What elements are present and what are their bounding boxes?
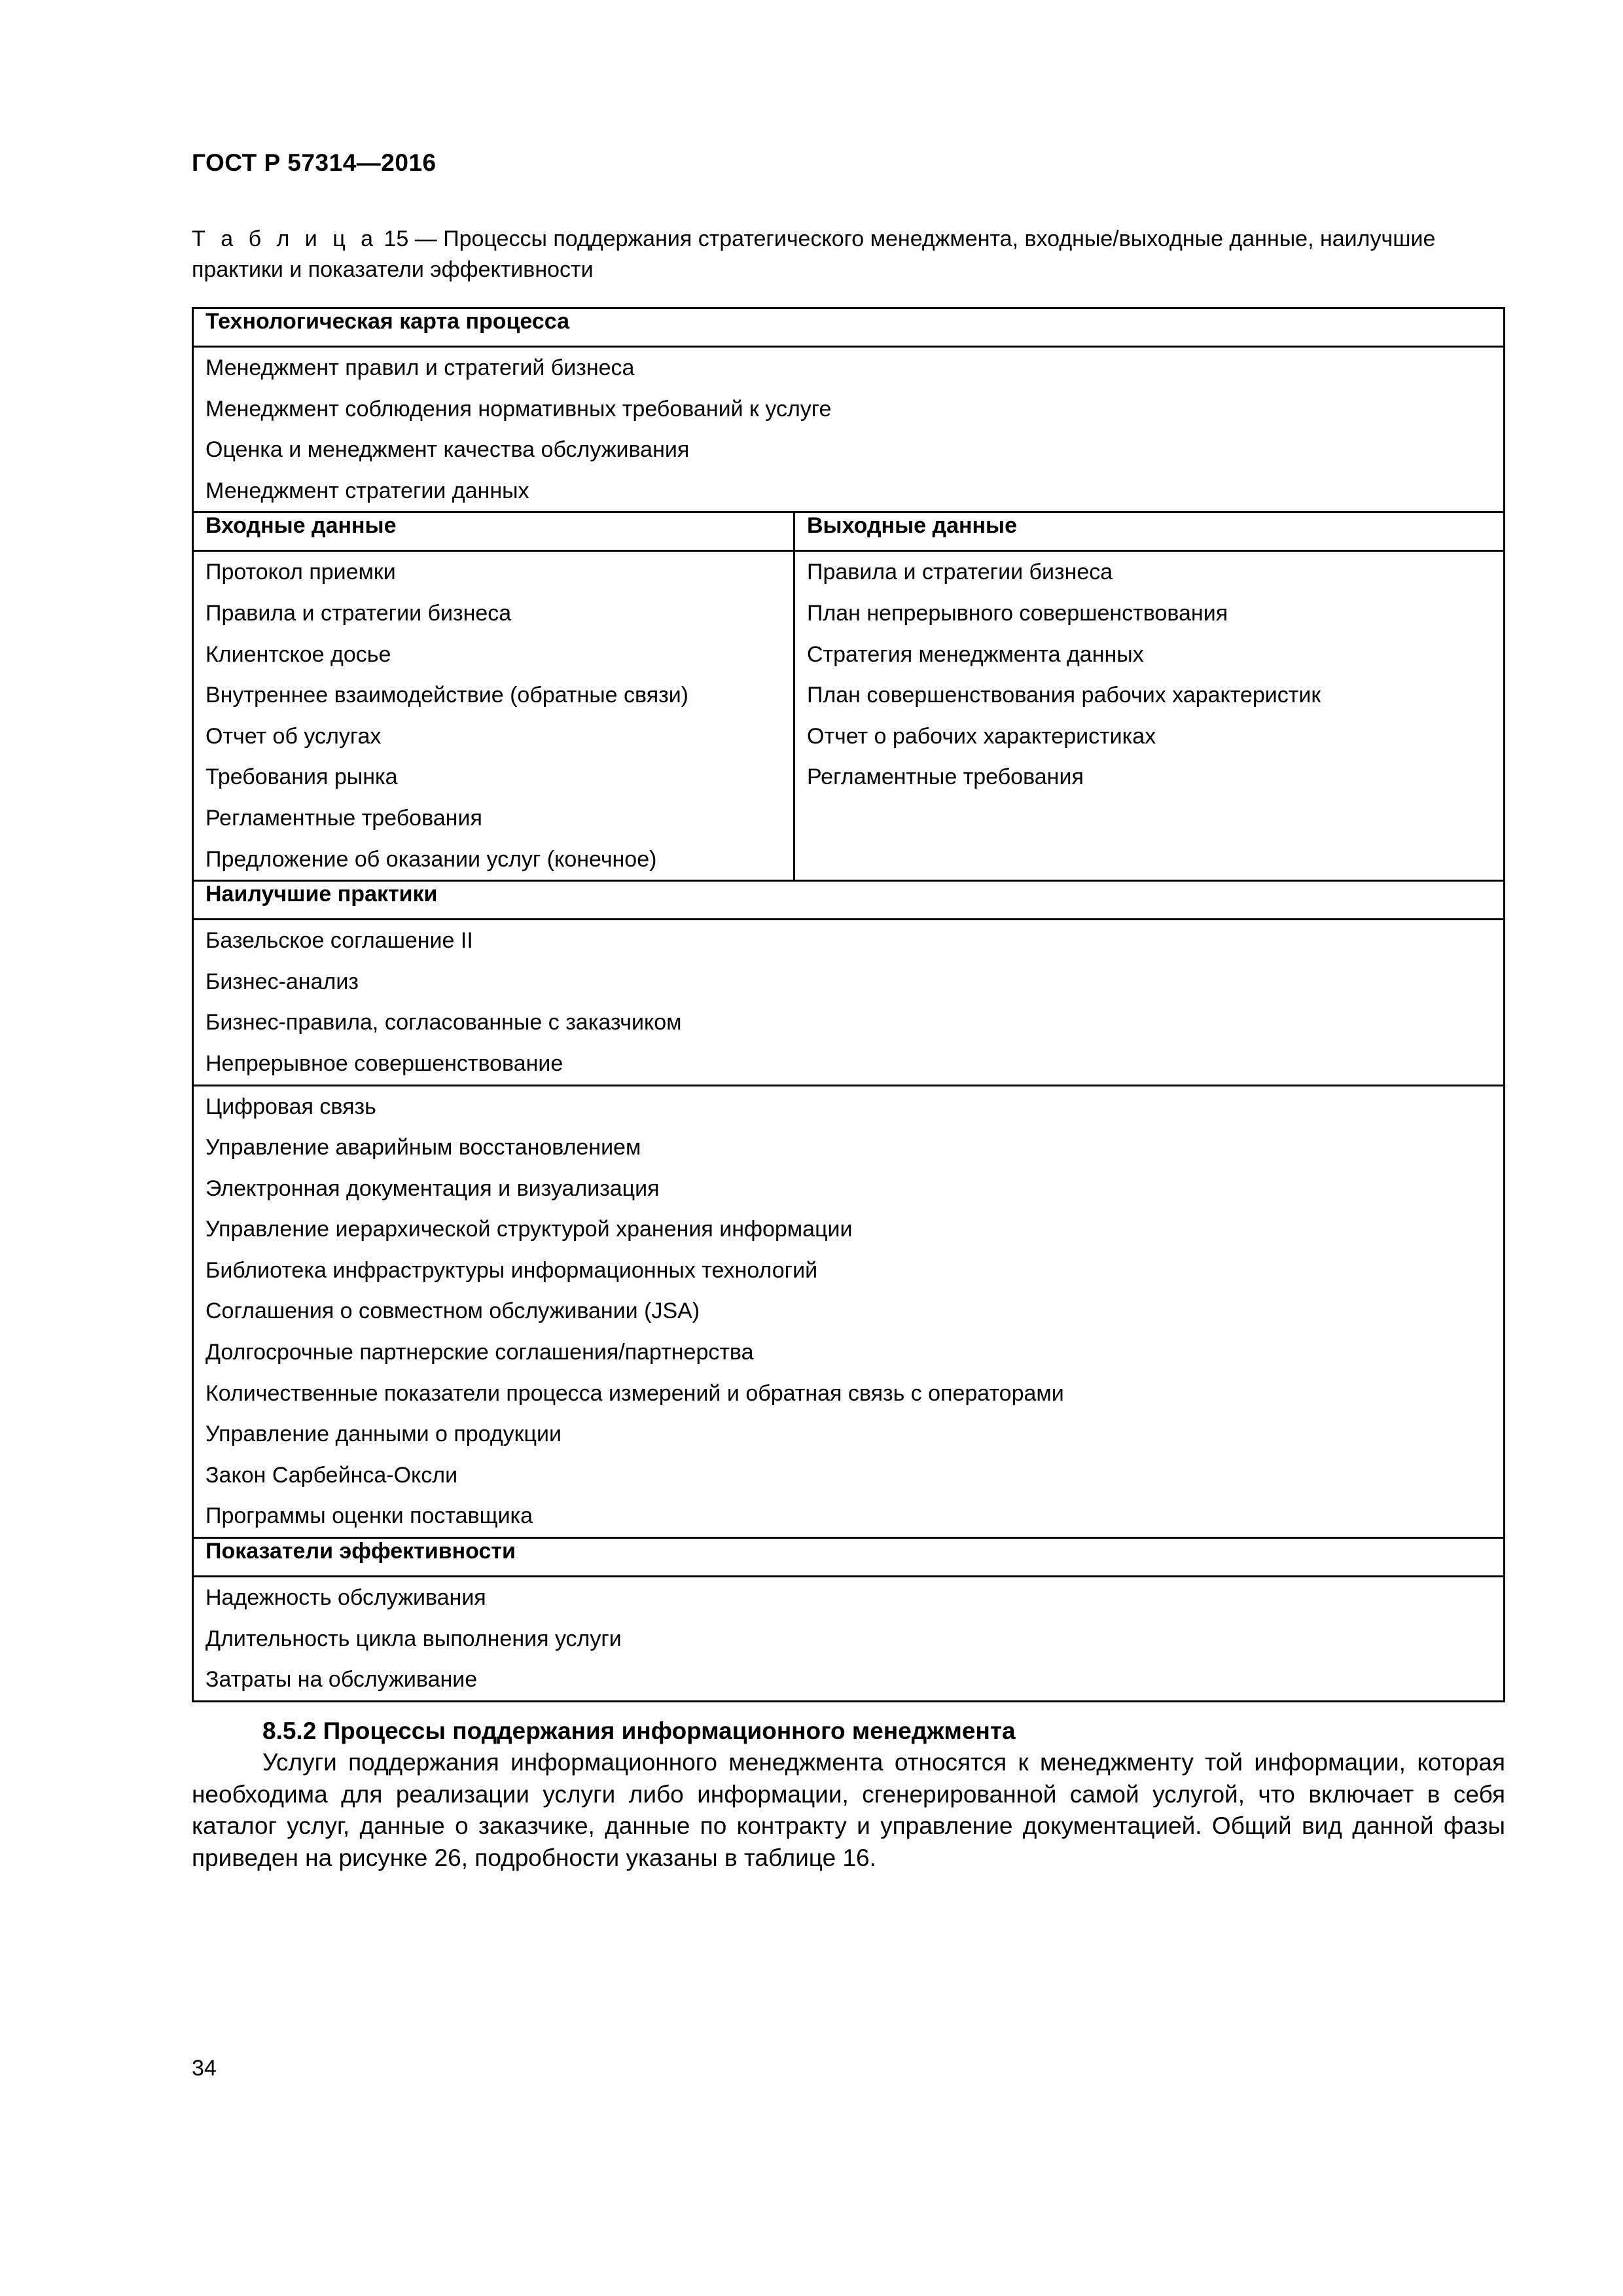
output-item: Отчет о рабочих характеристиках [807,723,1156,749]
output-item: Правила и стратегии бизнеса [807,560,1113,585]
input-item: Клиентское досье [205,641,391,667]
kpi-header: Показатели эффективности [193,1538,1505,1577]
output-item: План непрерывного совершенствования [807,600,1228,626]
process-map-item: Менеджмент соблюдения нормативных требований к услуге [205,396,832,422]
outputs-header: Выходные данные [794,512,1505,551]
process-map-item: Оценка и менеджмент качества обслуживания [205,437,690,463]
section-paragraph: Услуги поддержания информационного менеджмента относятся к менеджменту той информации, которая необходима для реализации услуги либо информации, сгенерированной самой услугой, что включает в себя каталог услуг, данные о заказчике, данные по контракту и управление документацией. Общий вид данной фазы приведен на рисунке 26, подробности указаны в таблице 16. [192,1749,1505,1871]
best-practices-cell-a [193,920,1505,1085]
kpi-item: Длительность цикла выполнения услуги [205,1626,622,1651]
input-item: Требования рынка [205,764,398,790]
best-practice-item: Программы оценки поставщика [205,1503,533,1529]
input-item: Предложение об оказании услуг (конечное) [205,846,657,872]
input-item: Правила и стратегии бизнеса [205,600,512,626]
process-map-item: Менеджмент правил и стратегий бизнеса [205,355,635,380]
process-map-item: Менеджмент стратегии данных [205,478,529,503]
inputs-cell [193,551,794,881]
input-item: Отчет об услугах [205,723,382,749]
kpi-item: Надежность обслуживания [205,1585,486,1611]
table-caption-prefix: Т а б л и ц а [192,226,378,251]
best-practice-item: Непрерывное совершенствование [205,1050,563,1076]
process-table [192,307,1505,1702]
section-heading: 8.5.2 Процессы поддержания информационного менеджмента [262,1717,1016,1744]
best-practice-item: Базельское соглашение II [205,928,473,954]
process-map-header: Технологическая карта процесса [193,308,1505,347]
best-practice-item: Библиотека инфраструктуры информационных технологий [205,1257,818,1283]
best-practice-item: Управление иерархической структурой хранения информации [205,1217,853,1242]
best-practices-header: Наилучшие практики [193,881,1505,920]
output-item: Регламентные требования [807,764,1084,790]
best-practice-item: Долгосрочные партнерские соглашения/партнерства [205,1340,754,1365]
output-item: Стратегия менеджмента данных [807,641,1144,667]
best-practice-item: Цифровая связь [205,1094,376,1119]
best-practice-item: Бизнес-правила, согласованные с заказчиком [205,1010,682,1035]
best-practice-item: Управление аварийным восстановлением [205,1135,641,1160]
best-practice-item: Бизнес-анализ [205,969,359,994]
document-code: ГОСТ Р 57314—2016 [192,149,437,176]
input-item: Регламентные требования [205,805,482,831]
output-item: План совершенствования рабочих характеристик [807,683,1321,708]
input-item: Протокол приемки [205,560,396,585]
best-practice-item: Электронная документация и визуализация [205,1175,660,1201]
best-practice-item: Закон Сарбейнса-Оксли [205,1462,458,1488]
best-practice-item: Количественные показатели процесса измерений и обратная связь с операторами [205,1380,1064,1406]
input-item: Внутреннее взаимодействие (обратные связи) [205,683,689,708]
best-practice-item: Соглашения о совместном обслуживании (JSA) [205,1299,700,1324]
outputs-cell [794,551,1505,881]
best-practices-cell-b [193,1085,1505,1538]
best-practice-item: Управление данными о продукции [205,1422,562,1447]
process-map-cell [193,347,1505,512]
table-caption-text: 15 — Процессы поддержания стратегического менеджмента, входные/выходные данные, наилучшие практики и показатели эффективности [192,226,1436,282]
table-caption [192,224,1505,285]
page-number: 34 [192,2056,217,2081]
kpi-cell [193,1577,1505,1702]
kpi-item: Затраты на обслуживание [205,1667,478,1693]
inputs-header: Входные данные [193,512,794,551]
